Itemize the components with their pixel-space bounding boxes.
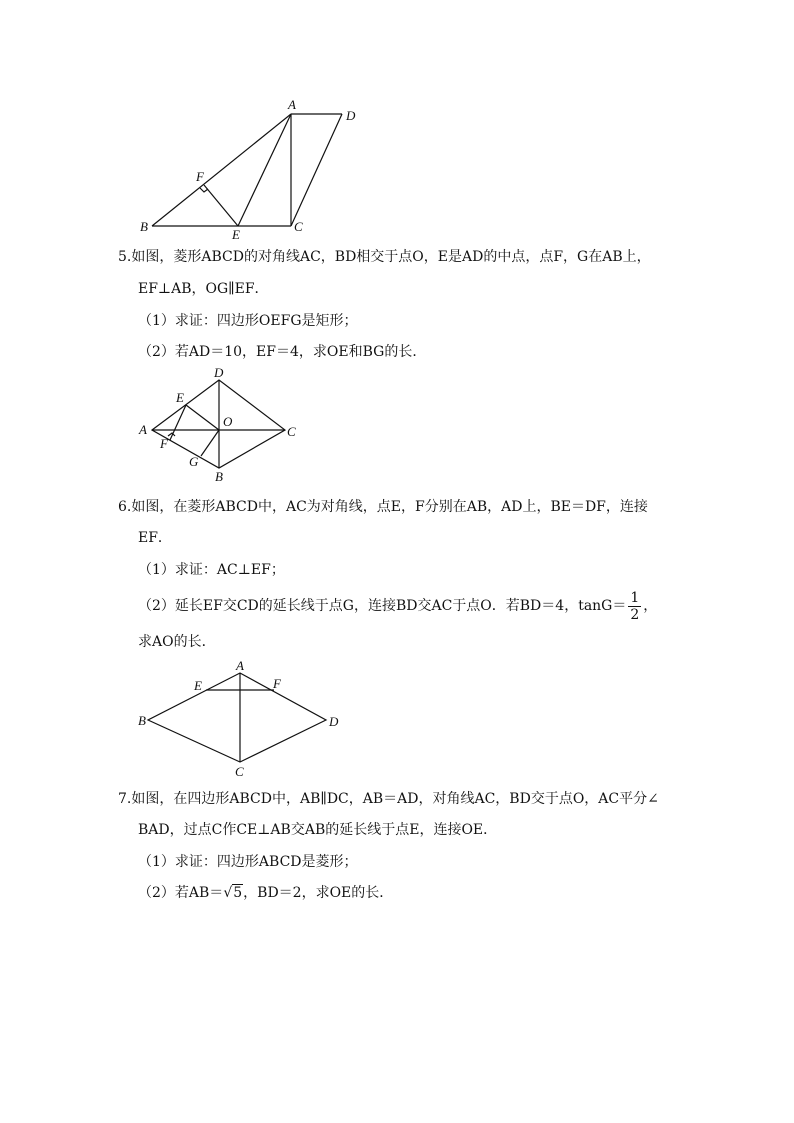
label-g: G bbox=[189, 454, 199, 469]
q7-part2 bbox=[138, 884, 393, 902]
label-a: A bbox=[236, 658, 244, 673]
label-d: D bbox=[214, 365, 224, 380]
segment-og bbox=[201, 430, 219, 456]
q5-line1 bbox=[118, 248, 651, 266]
label-a: A bbox=[288, 97, 296, 112]
q7-text1: 如图，在四边形ABCD中，AB∥DC，AB＝AD，对角线AC，BD交于点O，AC平分∠ bbox=[131, 791, 659, 807]
q6-line1 bbox=[118, 498, 648, 516]
label-o: O bbox=[223, 414, 233, 429]
label-f: F bbox=[160, 436, 168, 451]
q5-line2: EF⊥AB，OG∥EF． bbox=[138, 281, 269, 297]
label-f: F bbox=[196, 169, 204, 184]
label-d: D bbox=[329, 714, 339, 729]
segment-eo bbox=[186, 405, 219, 430]
q6-part2-comma: ， bbox=[643, 598, 658, 614]
label-e: E bbox=[176, 390, 184, 405]
q6-part1: （1）求证：AC⊥EF； bbox=[138, 562, 285, 578]
q6-number: 6. bbox=[118, 499, 132, 515]
label-b: B bbox=[140, 219, 148, 234]
q5-part2: （2）若AD＝10，EF＝4，求OE和BG的长． bbox=[138, 344, 427, 360]
figure-q5 bbox=[130, 365, 310, 486]
label-c: C bbox=[294, 219, 303, 234]
q7-line1 bbox=[118, 790, 659, 808]
q7-line2: BAD，过点C作CE⊥AB交AB的延长线于点E，连接OE． bbox=[138, 822, 498, 838]
segment-fe bbox=[204, 185, 238, 226]
label-c: C bbox=[235, 764, 244, 779]
q6-text1: 如图，在菱形ABCD中，AC为对角线，点E，F分别在AB，AD上，BE＝DF，连接 bbox=[131, 499, 648, 515]
label-a: A bbox=[139, 422, 147, 437]
q5-text1: 如图，菱形ABCD的对角线AC，BD相交于点O，E是AD的中点，点F，G在AB上， bbox=[131, 249, 651, 265]
square-root: √5 bbox=[223, 885, 243, 901]
label-e: E bbox=[232, 227, 240, 242]
figure-q6 bbox=[130, 656, 350, 778]
q6-part2-text: （2）延长EF交CD的延长线于点G，连接BD交AC于点O．若BD＝4，tanG＝ bbox=[138, 598, 627, 614]
label-c: C bbox=[287, 424, 296, 439]
label-b: B bbox=[138, 713, 146, 728]
fraction-numerator: 1 bbox=[630, 589, 640, 606]
fraction bbox=[628, 590, 641, 623]
q7-part2-text: （2）若AB＝ bbox=[138, 885, 224, 901]
label-e: E bbox=[194, 678, 202, 693]
segment-ae bbox=[238, 114, 291, 226]
q5-part1: （1）求证：四边形OEFG是矩形； bbox=[138, 313, 358, 329]
q6-part2 bbox=[138, 588, 657, 624]
segment-ab bbox=[152, 114, 291, 226]
segment-dc bbox=[291, 114, 342, 226]
q6-line2: EF． bbox=[138, 530, 172, 546]
figure-q4 bbox=[130, 95, 370, 245]
label-f: F bbox=[273, 676, 281, 691]
rhombus-abcd bbox=[148, 673, 326, 762]
radicand: 5 bbox=[233, 885, 243, 901]
fraction-denominator: 2 bbox=[630, 606, 640, 623]
q6-part2-continued: 求AO的长． bbox=[138, 634, 216, 650]
q5-number: 5. bbox=[118, 249, 132, 265]
label-b: B bbox=[215, 469, 223, 484]
label-d: D bbox=[346, 108, 356, 123]
q7-number: 7. bbox=[118, 791, 132, 807]
q7-part2-rest: ，BD＝2，求OE的长． bbox=[243, 885, 394, 901]
q7-part1: （1）求证：四边形ABCD是菱形； bbox=[138, 854, 358, 870]
